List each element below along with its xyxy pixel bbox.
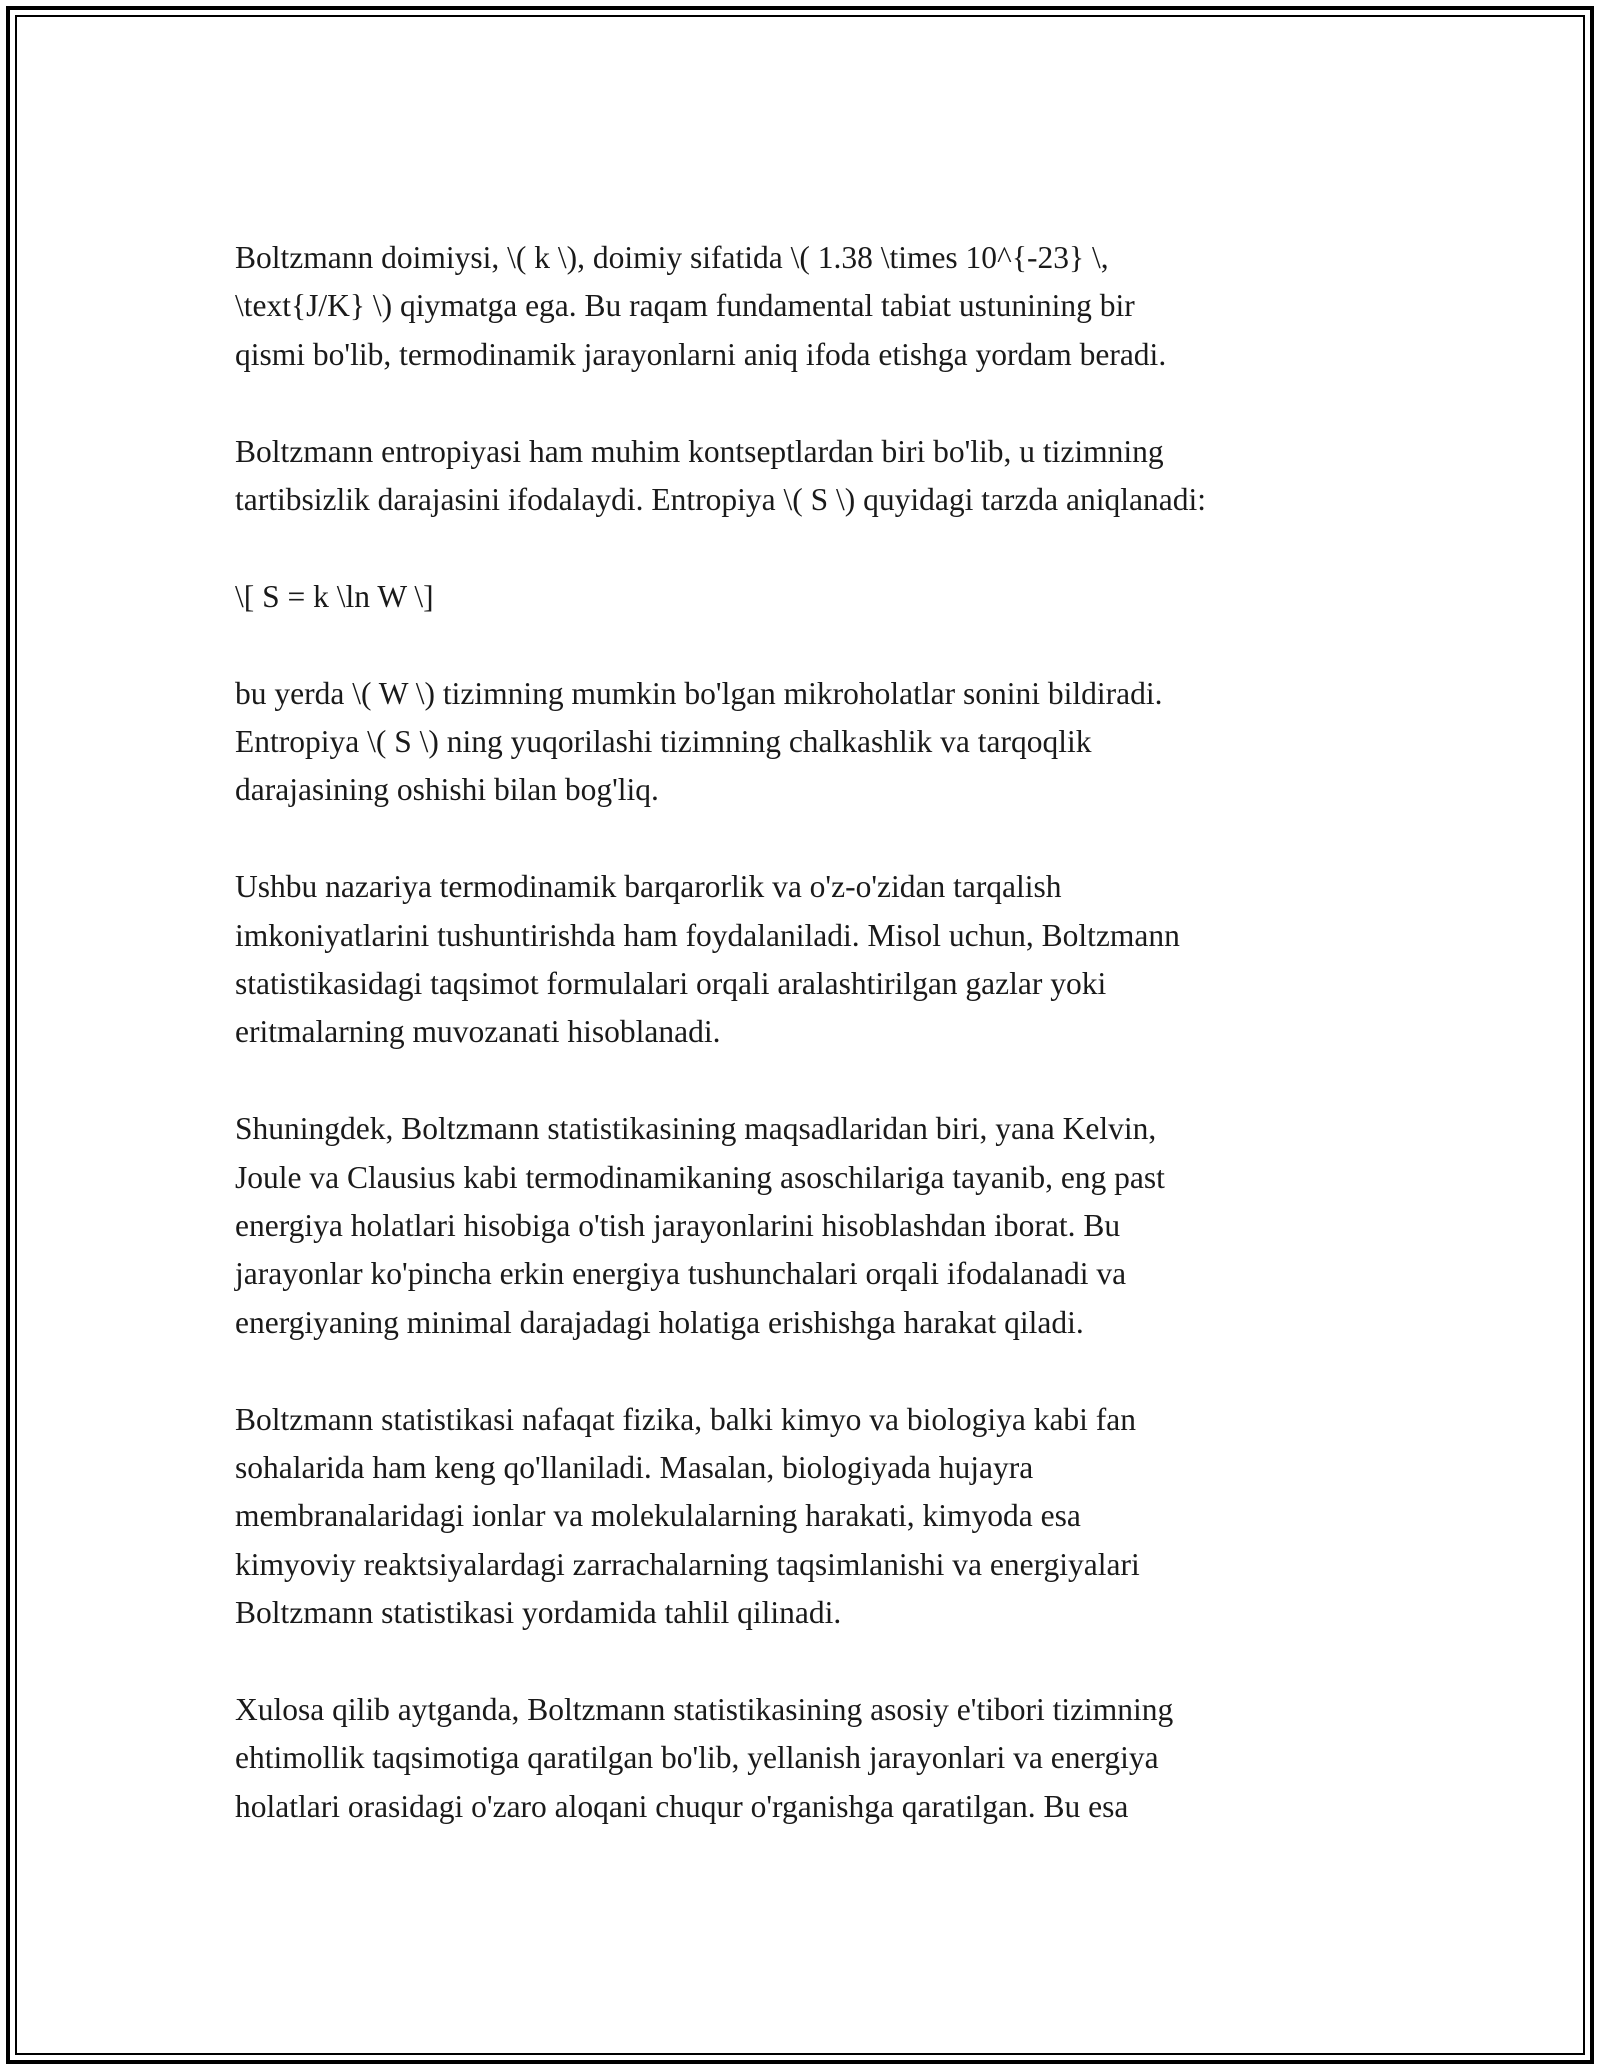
paragraph-boltzmann-constant: Boltzmann doimiysi, \( k \), doimiy sifatida \( 1.38 \times 10^{-23} \, \text{J/K} \) qiymatga ega. Bu raqam fundamental tabiat ustunining bir qismi bo'lib, termodinamik jarayonlarni aniq ifoda etishga yordam beradi. [235, 240, 1167, 372]
paragraph-microstates: bu yerda \( W \) tizimning mumkin bo'lgan mikroholatlar sonini bildiradi. Entropiya \( S \) ning yuqorilashi tizimning chalkashlik va tarqoqlik darajasining oshishi bilan bog'liq. [235, 675, 1163, 808]
paragraph-conclusion: Xulosa qilib aytganda, Boltzmann statistikasining asosiy e'tibori tizimning ehtimollik taqsimotiga qaratilgan bo'lib, yellanish jarayonlari va energiya holatlari orasidagi o'zaro aloqani chuqur o'rganishga qaratilgan. Bu esa [235, 1692, 1174, 1824]
paragraph-applications: Boltzmann statistikasi nafaqat fizika, balki kimyo va biologiya kabi fan sohalarida ham keng qo'llaniladi. Masalan, biologiyada hujayra membranalaridagi ionlar va molekulalarning harakati, kimyoda esa kimyoviy reaktsiyalardagi zarrachalarning taqsimlanishi va energiyalari Boltzmann statistikasi yordamida tahlil qilinadi. [235, 1401, 1140, 1631]
paragraph-thermodynamic-stability: Ushbu nazariya termodinamik barqarorlik va o'z-o'zidan tarqalish imkoniyatlarini tushuntirishda ham foydalaniladi. Misol uchun, Boltzmann statistikasidagi taqsimot formulalari orqali aralashtirilgan gazlar yoki eritmalarning muvozanati hisoblanadi. [235, 869, 1180, 1050]
paragraph-boltzmann-entropy: Boltzmann entropiyasi ham muhim kontseptlardan biri bo'lib, u tizimning tartibsizlik darajasini ifodalaydi. Entropiya \( S \) quyidagi tarzda aniqlanadi: [235, 433, 1206, 518]
document-body [235, 234, 1375, 1831]
entropy-formula: \[ S = k \ln W \] [235, 578, 434, 614]
paragraph-energy-states: Shuningdek, Boltzmann statistikasining maqsadlaridan biri, yana Kelvin, Joule va Clausius kabi termodinamikaning asoschilariga tayanib, eng past energiya holatlari hisobiga o'tish jarayonlarini hisoblashdan iborat. Bu jarayonlar ko'pincha erkin energiya tushunchalari orqali ifodalanadi va energiyaning minimal darajadagi holatiga erishishga harakat qiladi. [235, 1111, 1165, 1340]
